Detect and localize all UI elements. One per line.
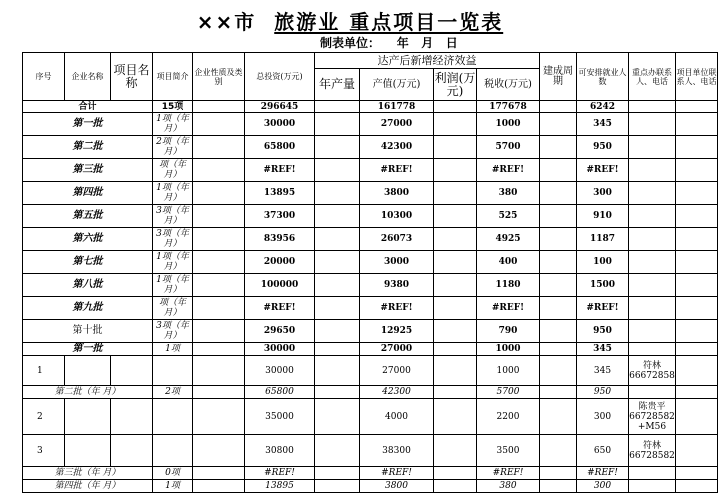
- table-row: [23, 343, 718, 356]
- header-brief: 项目简介: [153, 53, 193, 101]
- row-brief: 3项（年 月）: [153, 205, 193, 228]
- row-brief: 2项（年 月）: [153, 136, 193, 159]
- row-tax: 1180: [477, 274, 540, 297]
- row-contact: [629, 435, 676, 467]
- row-tax: 400: [477, 251, 540, 274]
- row-investment: 35000: [245, 399, 315, 435]
- row-investment: 65800: [245, 136, 315, 159]
- row-label: 第一批: [23, 113, 153, 136]
- row-jobs: 650: [577, 435, 629, 467]
- header-nature: 企业性质及类别: [193, 53, 245, 101]
- contact-phone: 66672858: [629, 370, 675, 381]
- row-label: 第九批: [23, 297, 153, 320]
- row-jobs: 950: [577, 320, 629, 343]
- row-jobs: 300: [577, 399, 629, 435]
- row-tax: 177678: [477, 101, 540, 113]
- row-output-value: 27000: [360, 356, 434, 386]
- row-output-value: 3800: [360, 480, 434, 493]
- row-label: 第二批: [23, 136, 153, 159]
- row-output-value: #REF!: [360, 297, 434, 320]
- header-profit: 利润(万元): [434, 69, 477, 101]
- table-row: [23, 182, 718, 205]
- row-contact: [629, 356, 676, 386]
- row-investment: 30000: [245, 356, 315, 386]
- header-tax: 税收(万元): [477, 69, 540, 101]
- row-label: 第三批: [23, 159, 153, 182]
- table-row: [23, 159, 718, 182]
- row-tax: 380: [477, 182, 540, 205]
- row-seq: 3: [23, 435, 65, 467]
- row-output-value: 9380: [360, 274, 434, 297]
- row-brief: 3项（年 月）: [153, 320, 193, 343]
- projects-table: [22, 52, 718, 493]
- header-contact-project: 项目单位联系人、电话: [676, 53, 718, 101]
- row-jobs: 1187: [577, 228, 629, 251]
- row-output-value: 4000: [360, 399, 434, 435]
- row-label: 合计: [23, 101, 153, 113]
- row-label: 第六批: [23, 228, 153, 251]
- row-output-value: 26073: [360, 228, 434, 251]
- page-subtitle: 制表单位： 年 月 日: [320, 36, 458, 50]
- row-seq: 1: [23, 356, 65, 386]
- row-investment: 20000: [245, 251, 315, 274]
- table-row: [23, 297, 718, 320]
- table-row: [23, 205, 718, 228]
- row-output-value: #REF!: [360, 467, 434, 480]
- row-jobs: 950: [577, 386, 629, 399]
- row-output-value: 3000: [360, 251, 434, 274]
- row-output-value: 12925: [360, 320, 434, 343]
- row-investment: 29650: [245, 320, 315, 343]
- header-jobs: 可安排就业人数: [577, 53, 629, 101]
- row-jobs: #REF!: [577, 159, 629, 182]
- row-tax: 5700: [477, 386, 540, 399]
- row-output-value: 3800: [360, 182, 434, 205]
- row-output-value: 42300: [360, 386, 434, 399]
- row-investment: #REF!: [245, 297, 315, 320]
- table-row: [23, 113, 718, 136]
- row-output-value: 42300: [360, 136, 434, 159]
- row-output-value: 161778: [360, 101, 434, 113]
- table-row-batch-summary: [23, 467, 718, 480]
- row-output-value: 27000: [360, 113, 434, 136]
- row-tax: 1000: [477, 356, 540, 386]
- table-row: [23, 320, 718, 343]
- row-tax: 5700: [477, 136, 540, 159]
- contact-phone: 66728582: [629, 411, 675, 422]
- row-tax: 1000: [477, 113, 540, 136]
- row-label: 第八批: [23, 274, 153, 297]
- row-investment: 100000: [245, 274, 315, 297]
- row-brief: 1项（年 月）: [153, 113, 193, 136]
- row-investment: 30000: [245, 113, 315, 136]
- row-label: 第四批（年 月）: [23, 480, 153, 493]
- row-seq: 2: [23, 399, 65, 435]
- row-jobs: 1500: [577, 274, 629, 297]
- table-row: [23, 136, 718, 159]
- table-row: [23, 274, 718, 297]
- row-brief: 0项: [153, 467, 193, 480]
- row-jobs: 300: [577, 182, 629, 205]
- row-investment: 30800: [245, 435, 315, 467]
- header-period: 建成周期: [540, 53, 577, 101]
- row-brief: 1项（年 月）: [153, 274, 193, 297]
- row-tax: #REF!: [477, 159, 540, 182]
- row-jobs: 345: [577, 113, 629, 136]
- row-brief: 1项: [153, 343, 193, 356]
- row-investment: 13895: [245, 182, 315, 205]
- header-row-1: [23, 53, 718, 69]
- row-investment: 296645: [245, 101, 315, 113]
- row-jobs: 300: [577, 480, 629, 493]
- contact-ext: +M56: [637, 421, 667, 432]
- page-title: [0, 6, 700, 35]
- row-investment: 37300: [245, 205, 315, 228]
- table-row-total: [23, 101, 718, 113]
- row-label: 第三批（年 月）: [23, 467, 153, 480]
- row-investment: #REF!: [245, 159, 315, 182]
- row-tax: 4925: [477, 228, 540, 251]
- header-investment: 总投资(万元): [245, 53, 315, 101]
- row-jobs: 345: [577, 343, 629, 356]
- row-tax: #REF!: [477, 467, 540, 480]
- contact-phone: 66728582: [629, 450, 675, 461]
- row-brief: 2项: [153, 386, 193, 399]
- title-main: 旅游业 重点项目一览表: [274, 10, 504, 34]
- row-brief: 1项（年 月）: [153, 182, 193, 205]
- row-investment: 13895: [245, 480, 315, 493]
- header-output-value: 产值(万元): [360, 69, 434, 101]
- row-brief: 1项: [153, 480, 193, 493]
- table-row: [23, 228, 718, 251]
- header-benefit-group: 达产后新增经济效益: [315, 53, 540, 69]
- row-jobs: 910: [577, 205, 629, 228]
- table-row-detail: [23, 356, 718, 386]
- row-tax: #REF!: [477, 297, 540, 320]
- row-tax: 525: [477, 205, 540, 228]
- header-annual-output: 年产量: [315, 69, 360, 101]
- row-label: 第十批: [23, 320, 153, 343]
- row-investment: #REF!: [245, 467, 315, 480]
- row-tax: 790: [477, 320, 540, 343]
- table-row-detail: [23, 435, 718, 467]
- row-jobs: 950: [577, 136, 629, 159]
- table-row: [23, 251, 718, 274]
- row-output-value: 38300: [360, 435, 434, 467]
- header-project: 项目名称: [111, 53, 153, 101]
- row-tax: 1000: [477, 343, 540, 356]
- row-contact: [629, 399, 676, 435]
- row-label: 第二批（年 月）: [23, 386, 153, 399]
- row-tax: 3500: [477, 435, 540, 467]
- header-company: 企业名称: [65, 53, 111, 101]
- row-label: 第四批: [23, 182, 153, 205]
- row-investment: 83956: [245, 228, 315, 251]
- table-row-batch-summary: [23, 480, 718, 493]
- header-seq: 序号: [23, 53, 65, 101]
- row-output-value: 10300: [360, 205, 434, 228]
- table-row-detail: [23, 399, 718, 435]
- row-brief: 1项（年 月）: [153, 251, 193, 274]
- row-investment: 30000: [245, 343, 315, 356]
- row-tax: 2200: [477, 399, 540, 435]
- row-brief: 15项: [153, 101, 193, 113]
- row-brief: 项（年 月）: [153, 297, 193, 320]
- row-jobs: 345: [577, 356, 629, 386]
- row-label: 第一批: [23, 343, 153, 356]
- row-label: 第五批: [23, 205, 153, 228]
- contact-name: 符林: [642, 440, 661, 451]
- row-tax: 380: [477, 480, 540, 493]
- row-brief: 项（年 月）: [153, 159, 193, 182]
- row-jobs: 100: [577, 251, 629, 274]
- row-jobs: #REF!: [577, 297, 629, 320]
- row-jobs: #REF!: [577, 467, 629, 480]
- title-prefix: ××市: [196, 10, 257, 34]
- row-label: 第七批: [23, 251, 153, 274]
- row-output-value: 27000: [360, 343, 434, 356]
- row-output-value: #REF!: [360, 159, 434, 182]
- contact-name: 符林: [642, 360, 661, 371]
- row-investment: 65800: [245, 386, 315, 399]
- table-row-batch-summary: [23, 386, 718, 399]
- row-jobs: 6242: [577, 101, 629, 113]
- header-contact-company: 重点办联系人、电话: [629, 53, 676, 101]
- contact-name: 陈贵平: [638, 401, 666, 412]
- row-brief: 3项（年 月）: [153, 228, 193, 251]
